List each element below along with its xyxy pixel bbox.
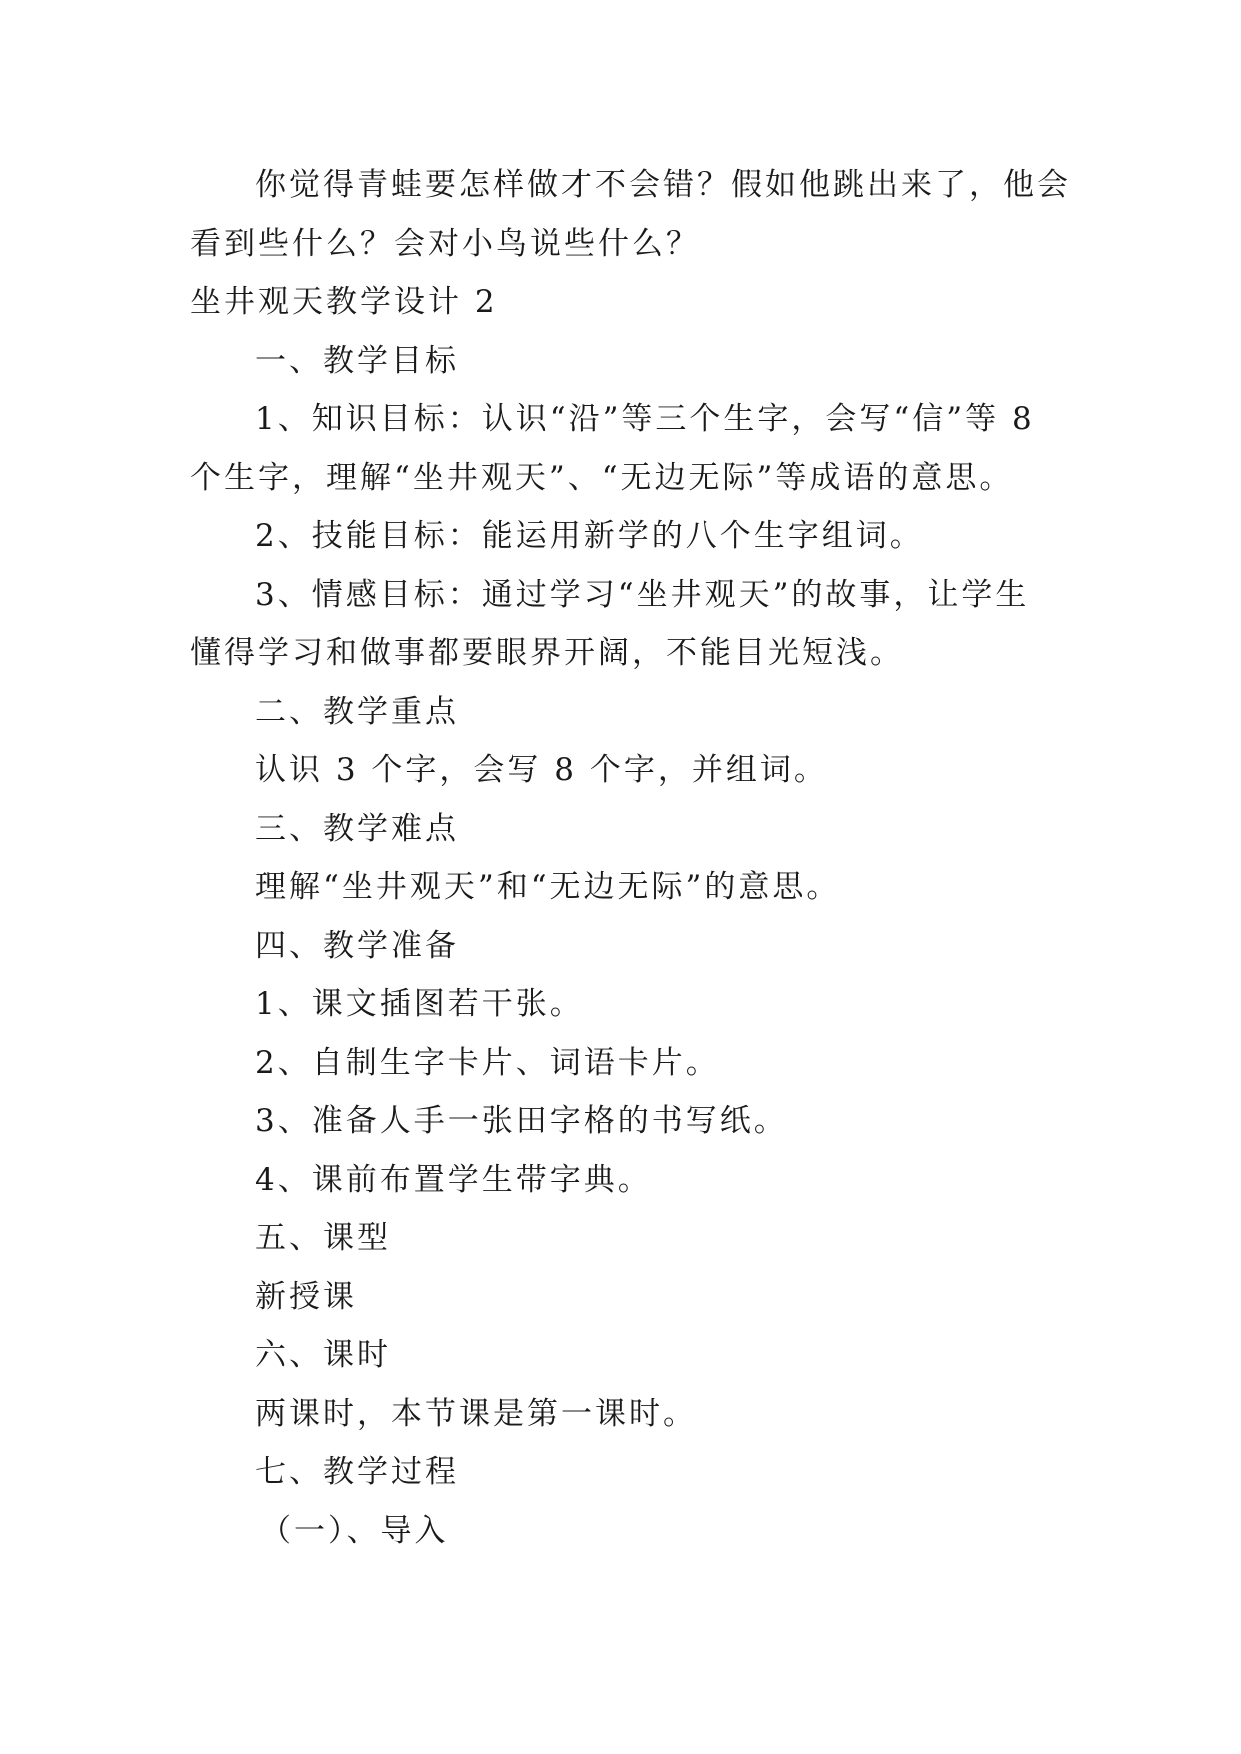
heading-process: 七、教学过程 bbox=[255, 1454, 459, 1490]
paragraph-line: 两课时，本节课是第一课时。 bbox=[255, 1396, 697, 1432]
heading-objectives: 一、教学目标 bbox=[255, 343, 459, 379]
list-item-continuation: 懂得学习和做事都要眼界开阔，不能目光短浅。 bbox=[190, 635, 904, 671]
paragraph-line: 你觉得青蛙要怎样做才不会错？假如他跳出来了，他会 bbox=[255, 167, 1071, 203]
heading-lesson-type: 五、课型 bbox=[255, 1220, 391, 1256]
subheading-intro: （一）、导入 bbox=[260, 1513, 449, 1549]
heading-key-points: 二、教学重点 bbox=[255, 694, 459, 730]
list-item: 1、课文插图若干张。 bbox=[255, 986, 584, 1022]
list-item: 4、课前布置学生带字典。 bbox=[255, 1162, 652, 1198]
section-title: 坐井观天教学设计 2 bbox=[190, 284, 498, 320]
heading-periods: 六、课时 bbox=[255, 1337, 391, 1373]
paragraph-line: 看到些什么？会对小鸟说些什么？ bbox=[190, 226, 700, 262]
heading-preparation: 四、教学准备 bbox=[255, 928, 459, 964]
list-item: 3、准备人手一张田字格的书写纸。 bbox=[255, 1103, 788, 1139]
list-item: 3、情感目标：通过学习“坐井观天”的故事，让学生 bbox=[255, 577, 1030, 613]
list-item: 1、知识目标：认识“沿”等三个生字，会写“信”等 8 bbox=[255, 401, 1035, 437]
paragraph-line: 新授课 bbox=[255, 1279, 357, 1315]
list-item-continuation: 个生字，理解“坐井观天”、“无边无际”等成语的意思。 bbox=[190, 460, 1014, 496]
paragraph-line: 理解“坐井观天”和“无边无际”的意思。 bbox=[255, 869, 841, 905]
list-item: 2、自制生字卡片、词语卡片。 bbox=[255, 1045, 720, 1081]
heading-difficulties: 三、教学难点 bbox=[255, 811, 459, 847]
paragraph-line: 认识 3 个字，会写 8 个字，并组词。 bbox=[255, 752, 828, 788]
list-item: 2、技能目标：能运用新学的八个生字组词。 bbox=[255, 518, 924, 554]
